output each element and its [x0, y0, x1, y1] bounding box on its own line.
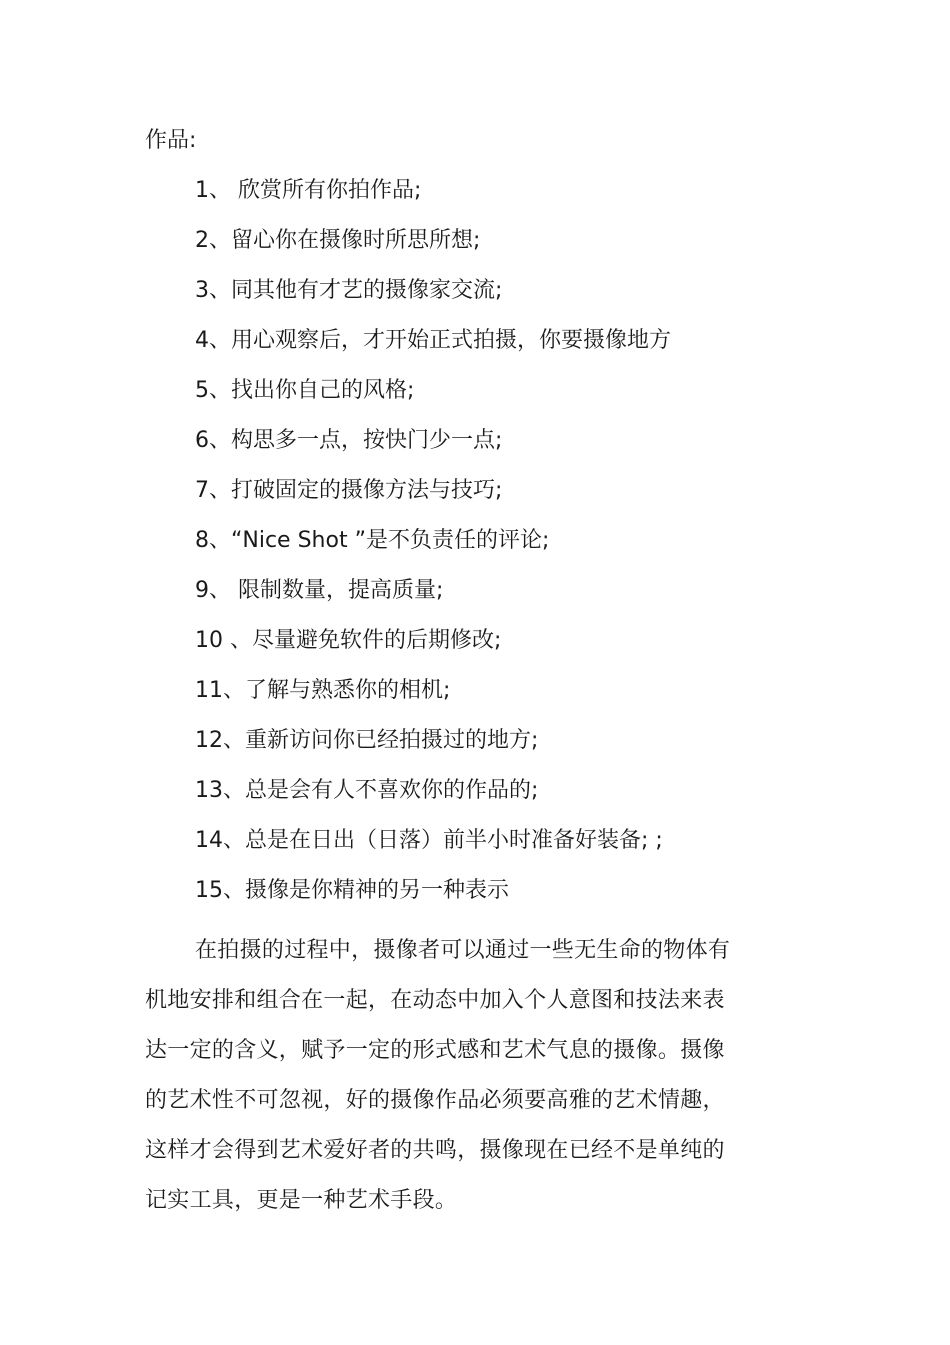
tip-item: 8、“Nice Shot ”是不负责任的评论; — [195, 528, 550, 553]
tip-item: 3、同其他有才艺的摄像家交流; — [195, 278, 503, 303]
tip-item: 14、总是在日出（日落）前半小时准备好装备; ; — [195, 828, 663, 853]
tip-item: 7、打破固定的摄像方法与技巧; — [195, 478, 503, 503]
tip-item: 12、重新访问你已经拍摄过的地方; — [195, 728, 539, 753]
tip-item: 11、了解与熟悉你的相机; — [195, 678, 451, 703]
tip-item: 2、留心你在摄像时所思所想; — [195, 228, 481, 253]
tip-item: 13、总是会有人不喜欢你的作品的; — [195, 778, 539, 803]
tips-list — [195, 176, 671, 926]
tip-item: 15、摄像是你精神的另一种表示 — [195, 878, 509, 903]
body-paragraph: 在拍摄的过程中，摄像者可以通过一些无生命的物体有机地安排和组合在一起，在动态中加入个人意图和技法来表达一定的含义，赋予一定的形式感和艺术气息的摄像。摄像的艺术性不可忽视，好的摄像作品必须要高雅的艺术情趣，这样才会得到艺术爱好者的共鸣，摄像现在已经不是单纯的记实工具，更是一种艺术手段。 — [145, 938, 731, 1213]
tip-item: 9、 限制数量，提高质量; — [195, 578, 444, 603]
tip-item: 10 、尽量避免软件的后期修改; — [195, 628, 502, 653]
tip-item: 5、找出你自己的风格; — [195, 378, 415, 403]
tip-item: 1、 欣赏所有你拍作品; — [195, 178, 422, 203]
tip-item: 4、用心观察后，才开始正式拍摄，你要摄像地方 — [195, 328, 671, 353]
intro-label: 作品: — [145, 128, 197, 153]
tip-item: 6、构思多一点，按快门少一点; — [195, 428, 503, 453]
